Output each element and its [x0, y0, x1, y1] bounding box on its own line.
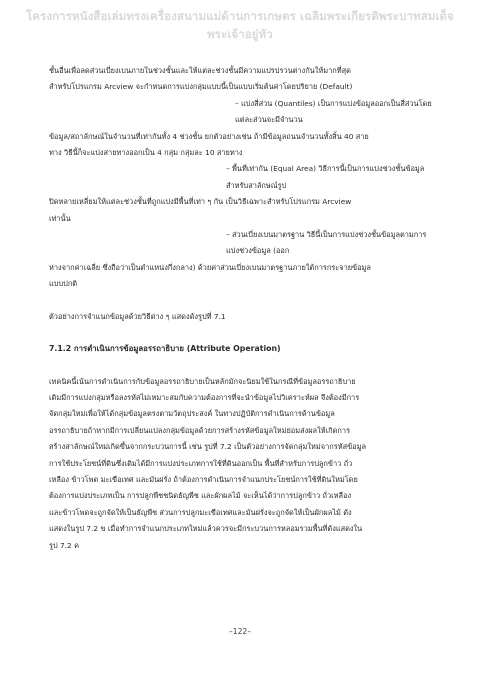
spacer: [49, 358, 439, 374]
paragraph-line: ข้อมูล/สถาลักษณ์ในจำนวนที่เท่ากันทั้ง 4 ช่วงชั้น ยกตัวอย่างเช่น ถ้ามีข้อมูลถนนจำนวนทั้งสิ้น 40 สาย: [49, 131, 369, 141]
equal-area-line: – พื้นที่เท่ากัน (Equal Area) วิธีการนี้เป็นการแบ่งช่วงชั้นข้อมูลสำหรับสาลักษณ์รูป: [226, 164, 425, 190]
paragraph-line: จัดกลุ่มใหม่เพื่อให้ได้กลุ่มข้อมูลตรงตามวัตถุประสงค์ ในทางปฏิบัติการดำเนินการด้านข้อมูล: [49, 409, 335, 419]
paragraph-line: แบบปกติ: [49, 279, 78, 289]
page-header: โครงการหนังสือเล่มทรงเครื่องสนามแม่ด้านการเกษตร เฉลิมพระเกียรติพระบาทสมเด็จพระเจ้าอยู่หัว: [26, 9, 454, 41]
quantiles-line: – แบ่งสี่ส่วน (Quantiles) เป็นการแบ่งข้อมูลออกเป็นสี่ส่วนโดยแต่ละส่วนจะมีจำนวน: [235, 98, 432, 125]
paragraph-line: รูป 7.2 ค: [49, 540, 80, 550]
spacer: [49, 325, 439, 341]
paragraph-line: ทาง วิธีนี้ก็จะแบ่งสายทางออกเป็น 4 กลุ่ม กลุ่มละ 10 สายทาง: [49, 148, 243, 158]
section-heading: 7.1.2 การดำเนินการข้อมูลอรรถาธิบาย (Attribute Operation): [49, 344, 281, 354]
paragraph-line: เหลือง ข้าวโพด มะเขือเทศ และมันฝรั่ง ถ้าต้องการดำเนินการจำแนกประโยชน์การใช้ที่ดินใหม่โดย: [49, 474, 358, 484]
std-dev-line: – ส่วนเบี่ยงเบนมาตรฐาน วิธีนี้เป็นการแบ่งช่วงชั้นข้อมูลตามการแบ่งช่วงข้อมูล (ออก: [226, 230, 427, 256]
paragraph-line: สำหรับโปรแกรม Arcview จะกำหนดการแบ่งกลุ่มแบบนี้เป็นแบบเริ่มต้นค่าโดยปริยาย (Default): [49, 82, 353, 92]
paragraph-line: ปิดหลายเหลี่ยมให้แต่ละช่วงชั้นที่ถูกแบ่งมีพื้นที่เท่า ๆ กัน เป็นวิธีเฉพาะสำหรับโปรแกรม Arcview: [49, 197, 352, 207]
paragraph-line: แสดงในรูป 7.2 ข เมื่อทำการจำแนกประเภทใหม่แล้วควรจะมีกระบวนการหลอมรวมพื้นที่ดังแสดงใน: [49, 524, 363, 534]
paragraph-line: ห่างจากค่าเฉลี่ย ซึ่งถือว่าเป็นตำแหน่งกึ่งกลาง) ด้วยค่าส่วนเบี่ยงเบนมาตรฐานภายใต้การกระจายข้อมูล: [49, 262, 371, 272]
paragraph-line: เทคนิคนี้เน้นการดำเนินการกับข้อมูลอรรถาธิบายเป็นหลักมักจะนิยมใช้ในกรณีที่ข้อมูลอรรถาธิบาย: [49, 376, 356, 386]
figure-reference: ตัวอย่างการจำแนกข้อมูลด้วยวิธีต่าง ๆ แสดงดังรูปที่ 7.1: [49, 311, 226, 321]
paragraph-line: ชั้นอื่นเพื่อลดส่วนเบี่ยงเบนภายในช่วงชั้นและให้แต่ละช่วงชั้นมีความแปรปรวนต่างกันให้มากที่สุด: [49, 66, 351, 75]
paragraph-line: อรรถาธิบายถ้าหากมีการเปลี่ยนแปลงกลุ่มข้อมูลด้วยการสร้างรหัสข้อมูลใหม่ย่อมส่งผลให้เกิดการ: [49, 425, 350, 435]
page-number: –122–: [228, 627, 252, 636]
page-content: [49, 63, 439, 554]
paragraph-line: การใช้ประโยชน์ที่ดินซึ่งเดิมได้มีการแบ่งประเภทการใช้ที่ดินออกเป็น พื้นที่สำหรับการปลูกข้าว ถั่ว: [49, 458, 353, 468]
paragraph-line: และข้าวโพดจะถูกจัดให้เป็นธัญพืช ส่วนการปลูกมะเขือเทศและมันฝรั่งจะถูกจัดให้เป็นผักผลไม้ ดัง: [49, 507, 352, 517]
paragraph-line: เดิมมีการแบ่งกลุ่มหรือลงรหัสไม่เหมาะสมกับความต้องการที่จะนำข้อมูลไปวิเคราะห์ผล จึงต้องมีการ: [49, 392, 360, 402]
paragraph-line: เท่านั้น: [49, 213, 71, 223]
spacer: [49, 293, 439, 309]
paragraph-line: ต้องการแบ่งประเภทเป็น การปลูกพืชชนิดธัญพืช และผักผลไม้ จะเห็นได้ว่าการปลูกข้าว ถั่วเหลือง: [49, 491, 352, 501]
paragraph-line: สร้างสาลักษณ์ใหม่เกิดขึ้นจากกระบวนการนี้ เช่น รูปที่ 7.2 เป็นตัวอย่างการจัดกลุ่มใหม่จากรหัสข้อมูล: [49, 442, 366, 452]
